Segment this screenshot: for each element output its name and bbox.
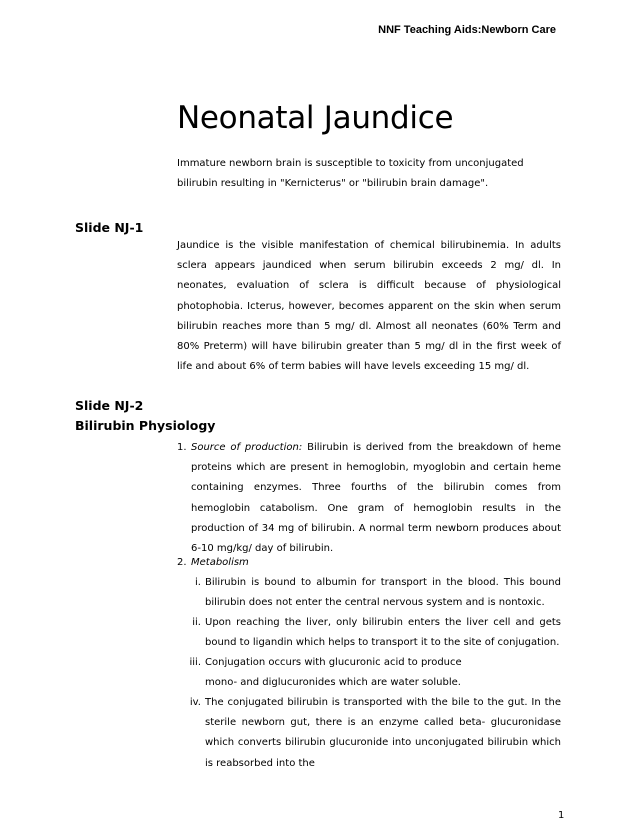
roman-numeral: iv. <box>189 697 201 708</box>
intro-paragraph: Immature newborn brain is susceptible to toxicity from unconjugated bilirubin resulting in "Kernicterus" or "bilirubin brain damage". <box>177 158 524 190</box>
list-item-metabolism <box>177 553 561 573</box>
item-lead: Metabolism <box>191 557 249 568</box>
sublist-item-text: Conjugation occurs with glucuronic acid to produce mono- and diglucuronides which are water soluble. <box>205 657 462 689</box>
slide-nj1-heading: Slide NJ-1 <box>75 220 144 235</box>
sublist-item <box>177 653 561 693</box>
running-header: NNF Teaching Aids:Newborn Care <box>378 24 556 36</box>
list-number: 2. <box>177 557 187 568</box>
roman-numeral: ii. <box>192 617 201 628</box>
bilirubin-physiology-heading: Bilirubin Physiology <box>75 418 216 433</box>
sublist-item-text: Upon reaching the liver, only bilirubin enters the liver cell and gets bound to ligandin which helps to transport it to the site of conjugation. <box>205 617 561 649</box>
list-item-text <box>177 438 561 559</box>
sublist-item-text: Bilirubin is bound to albumin for transport in the blood. This bound bilirubin does not enter the central nervous system and is nontoxic. <box>205 577 561 609</box>
sublist-item <box>177 573 561 613</box>
sublist-item <box>177 613 561 653</box>
list-item-source-of-production <box>177 438 561 559</box>
sublist-item-text: The conjugated bilirubin is transported with the bile to the gut. In the sterile newborn gut, there is an enzyme called beta- glucuronidase which converts bilirubin glucuronide into unconjugated bilirubin which is reabsorbed into the <box>205 697 561 769</box>
item-body: Bilirubin is derived from the breakdown of heme proteins which are present in hemoglobin, myoglobin and certain heme containing enzymes. Three fourths of the bilirubin comes from hemoglobin catabolism. One gram of hemoglobin results in the production of 34 mg of bilirubin. A normal term newborn produces about 6-10 mg/kg/ day of bilirubin. <box>191 442 561 555</box>
item-lead: Source of production: <box>191 442 303 453</box>
sublist-item <box>177 693 561 774</box>
slide-nj2-heading: Slide NJ-2 <box>75 398 144 413</box>
slide-nj1-paragraph: Jaundice is the visible manifestation of chemical bilirubinemia. In adults sclera appears jaundiced when serum bilirubin exceeds 2 mg/ dl. In neonates, evaluation of sclera is difficult because of physiological photophobia. Icterus, however, becomes apparent on the skin when serum bilirubin reaches more than 5 mg/ dl. Almost all neonates (60% Term and 80% Preterm) will have bilirubin greater than 5 mg/ dl in the first week of life and about 6% of term babies will have levels exceeding 15 mg/ dl. <box>177 240 561 373</box>
list-number: 1. <box>177 442 187 453</box>
document-title: Neonatal Jaundice <box>177 100 454 136</box>
page-number: 1 <box>558 810 565 821</box>
list-item-text <box>177 553 561 573</box>
roman-numeral: i. <box>195 577 201 588</box>
roman-numeral: iii. <box>189 657 201 668</box>
